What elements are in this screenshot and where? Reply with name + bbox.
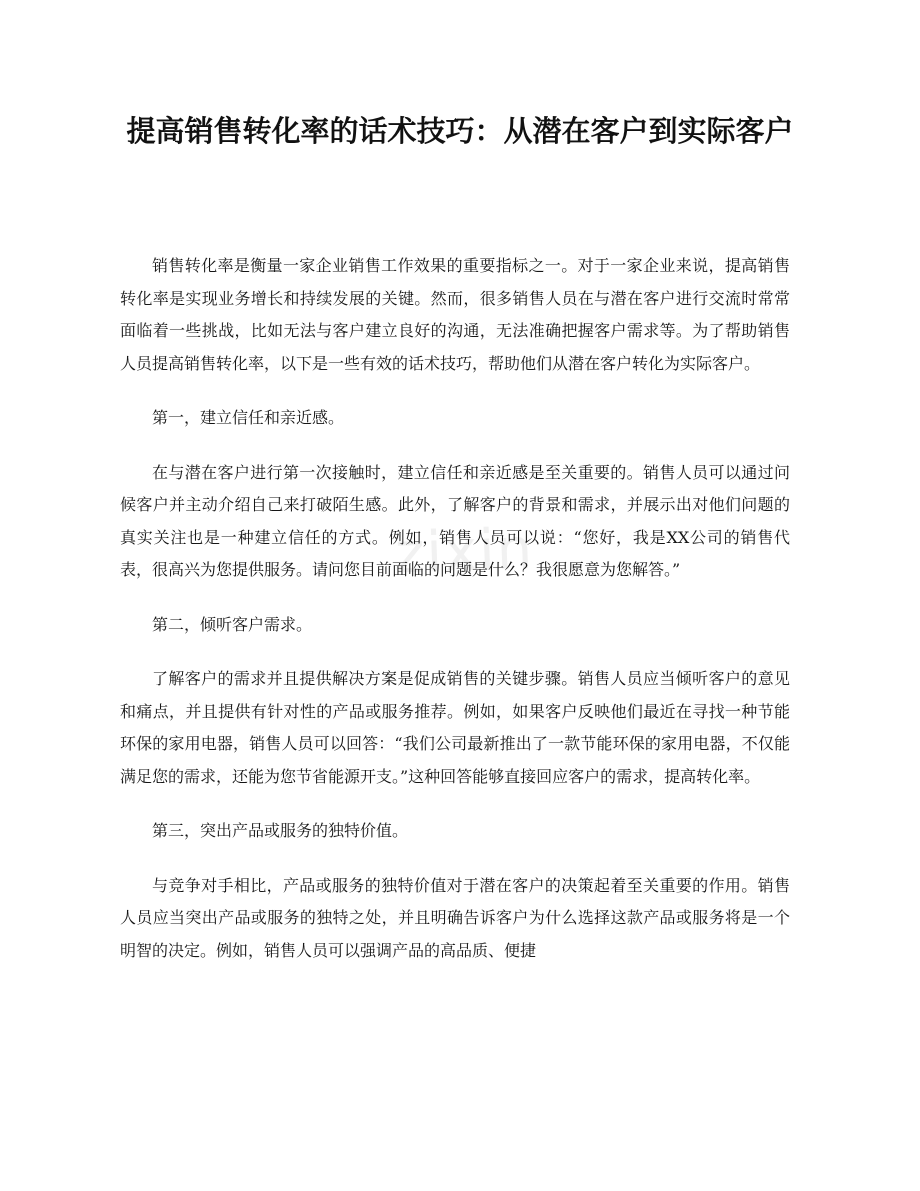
section-heading-3: 第三，突出产品或服务的独特价值。	[152, 821, 409, 840]
watermark: zixin	[393, 516, 536, 587]
section-paragraph-1: 在与潜在客户进行第一次接触时，建立信任和亲近感是至关重要的。销售人员可以通过问候客户并主动介绍自己来打破陌生感。此外，了解客户的背景和需求，并展示出对他们问题的真实关注也是一种建立信任的方式。例如，销售人员可以说：“您好，我是XX公司的销售代表，很高兴为您提供服务。请问您目前面临的问题是什么？我很愿意为您解答。”	[120, 462, 790, 579]
document-body	[120, 250, 790, 989]
section-paragraph-3: 与竞争对手相比，产品或服务的独特价值对于潜在客户的决策起着至关重要的作用。销售人员应当突出产品或服务的独特之处，并且明确告诉客户为什么选择这款产品或服务将是一个明智的决定。例如，销售人员可以强调产品的高品质、便捷	[120, 875, 790, 960]
intro-paragraph: 销售转化率是衡量一家企业销售工作效果的重要指标之一。对于一家企业来说，提高销售转化率是实现业务增长和持续发展的关键。然而，很多销售人员在与潜在客户进行交流时常常面临着一些挑战，比如无法与客户建立良好的沟通，无法准确把握客户需求等。为了帮助销售人员提高销售转化率，以下是一些有效的话术技巧，帮助他们从潜在客户转化为实际客户。	[120, 256, 790, 373]
section-paragraph-2: 了解客户的需求并且提供解决方案是促成销售的关键步骤。销售人员应当倾听客户的意见和痛点，并且提供有针对性的产品或服务推荐。例如，如果客户反映他们最近在寻找一种节能环保的家用电器，销售人员可以回答：“我们公司最新推出了一款节能环保的家用电器，不仅能满足您的需求，还能为您节省能源开支。”这种回答能够直接回应客户的需求，提高转化率。	[120, 669, 790, 786]
document-title: 提高销售转化率的话术技巧：从潜在客户到实际客户	[126, 114, 794, 148]
section-heading-1: 第一，建立信任和亲近感。	[152, 408, 345, 427]
section-heading-2: 第二，倾听客户需求。	[152, 614, 313, 634]
